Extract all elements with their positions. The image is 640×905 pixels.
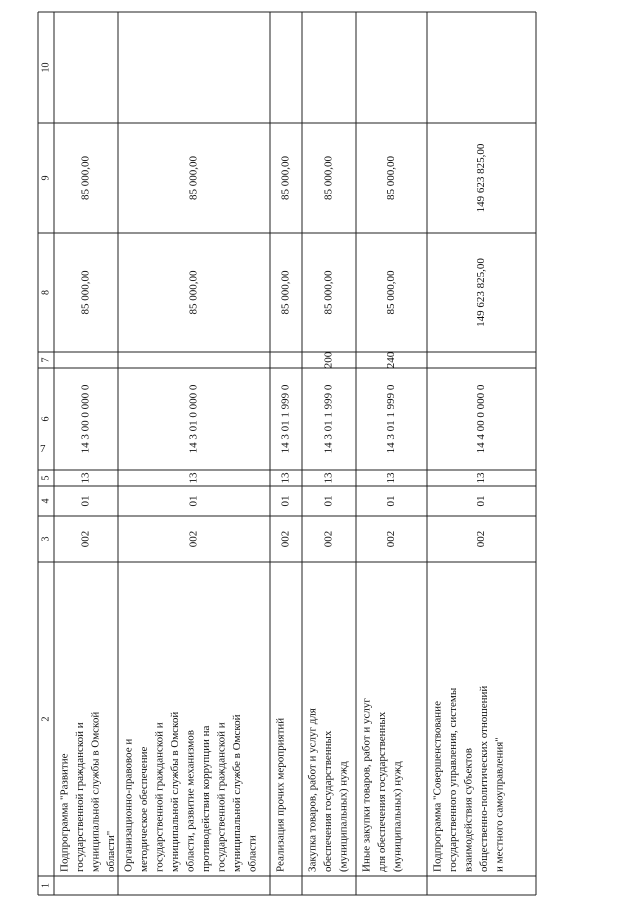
cell-c4: 01 [475, 495, 488, 507]
row-name-line: государственной гражданской и [153, 722, 166, 872]
row-name-line: (муниципальных) нужд [391, 761, 404, 872]
row-name-line: муниципальной службе в Омской [231, 714, 244, 872]
cell-c7: 200 [322, 351, 335, 369]
row-name-line: Организационно-правовое и [122, 738, 135, 872]
row-name-line: противодействия коррупции на [200, 725, 213, 872]
cell-c4: 01 [279, 495, 292, 507]
cell-c6: 14 3 01 1 999 0 [279, 384, 292, 454]
column-header-9: 9 [40, 175, 52, 181]
column-header-6: 6 [40, 416, 52, 422]
cell-c3: 002 [187, 530, 200, 548]
row-name-line: обеспечения государственных [322, 730, 335, 872]
cell-c3: 002 [279, 530, 292, 548]
cell-c9: 85 000,00 [385, 156, 398, 200]
cell-c8: 85 000,00 [187, 270, 200, 315]
cell-c4: 01 [385, 495, 398, 507]
row-name-line: Реализация прочих мероприятий [274, 717, 287, 872]
row-name-line: Подпрограмма "Совершенствование [431, 701, 444, 872]
cell-c9: 85 000,00 [279, 156, 292, 200]
cell-c8: 85 000,00 [322, 270, 335, 315]
cell-c7: 240 [385, 351, 398, 369]
cell-c6: 14 3 01 1 999 0 [322, 384, 335, 454]
cell-c9: 85 000,00 [79, 156, 92, 200]
row-name-line: методическое обеспечение [138, 746, 151, 872]
cell-c6: 14 3 01 0 000 0 [187, 384, 200, 454]
cell-c5: 13 [385, 472, 398, 484]
row-name-line: взаимодействия субъектов [462, 748, 475, 872]
column-header-7: 7 [40, 357, 52, 363]
cell-c9: 85 000,00 [322, 156, 335, 200]
column-header-10: 10 [40, 62, 52, 73]
cell-c8: 85 000,00 [79, 270, 92, 315]
column-header-5: 5 [40, 475, 52, 481]
column-header-2: 2 [40, 716, 52, 722]
cell-c5: 13 [187, 472, 200, 484]
row-name-line: области, развитие механизмов [184, 730, 197, 872]
cell-c9: 149 623 825,00 [475, 143, 488, 213]
cell-c8: 149 623 825,00 [475, 258, 488, 327]
cell-c5: 13 [79, 472, 92, 484]
page-number: 7 [40, 443, 46, 455]
row-name-line: государственной гражданской и [215, 722, 228, 872]
cell-c3: 002 [475, 530, 488, 548]
cell-c8: 85 000,00 [385, 270, 398, 315]
row-name-line: области" [105, 830, 118, 872]
cell-c5: 13 [279, 472, 292, 484]
cell-c3: 002 [79, 530, 92, 548]
row-name-line: Иные закупки товаров, работ и услуг [360, 698, 373, 872]
cell-c4: 01 [187, 495, 200, 507]
cell-c6: 14 3 00 0 000 0 [79, 384, 92, 454]
column-header-4: 4 [40, 498, 52, 504]
row-name-line: области [246, 835, 259, 872]
column-header-3: 3 [40, 536, 52, 542]
cell-c8: 85 000,00 [279, 270, 292, 315]
row-name-line: и местного самоуправления" [493, 737, 506, 872]
cell-c6: 14 4 00 0 000 0 [475, 384, 488, 454]
cell-c9: 85 000,00 [187, 156, 200, 200]
cell-c5: 13 [322, 472, 335, 484]
cell-c4: 01 [322, 495, 335, 507]
cell-c5: 13 [475, 472, 488, 484]
column-header-1: 1 [40, 883, 52, 888]
cell-c3: 002 [385, 530, 398, 548]
row-name-line: для обеспечения государственных [376, 711, 389, 872]
row-name-line: муниципальной службы в Омской [89, 711, 102, 872]
cell-c3: 002 [322, 530, 335, 548]
column-header-8: 8 [40, 290, 52, 295]
cell-c6: 14 3 01 1 999 0 [385, 384, 398, 454]
row-name-line: общественно-политических отношений [478, 685, 491, 872]
row-name-line: муниципальной службы в Омской [169, 711, 182, 872]
row-name-line: государственного управления, системы [447, 687, 460, 872]
row-name-line: Подпрограмма "Развитие [58, 753, 71, 872]
row-name-line: государственной гражданской и [74, 722, 87, 872]
row-name-line: (муниципальных) нужд [337, 761, 350, 872]
cell-c4: 01 [79, 495, 92, 507]
row-name-line: Закупка товаров, работ и услуг для [306, 708, 319, 872]
